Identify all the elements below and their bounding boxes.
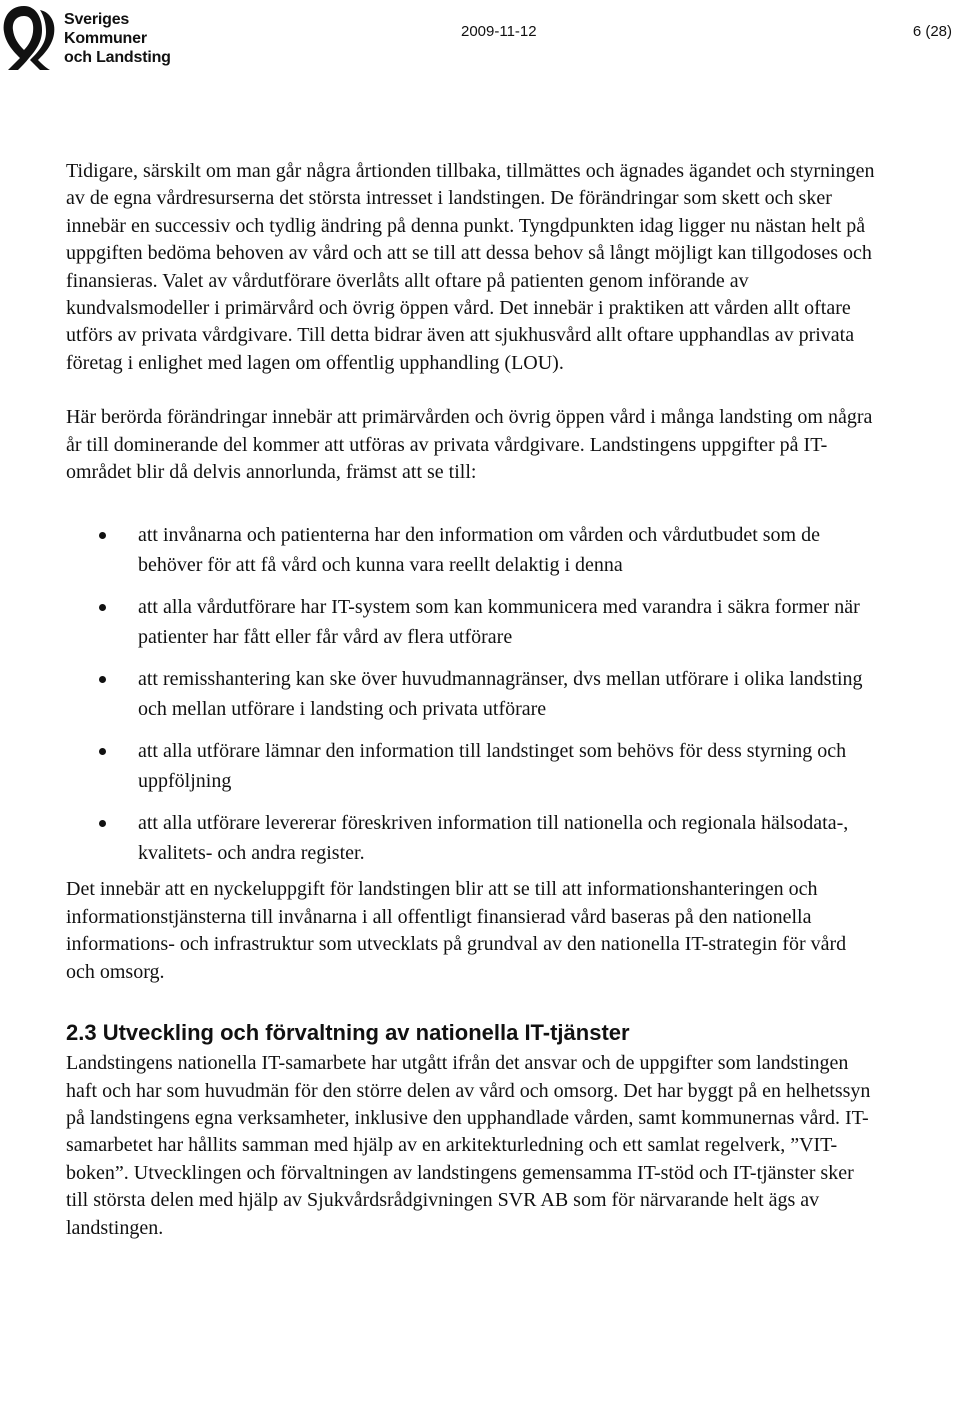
bullet-icon xyxy=(99,820,106,827)
document-date: 2009-11-12 xyxy=(461,23,537,40)
logo-line-3: och Landsting xyxy=(64,49,171,66)
page-header xyxy=(0,0,960,80)
list-item-text: att alla utförare lämnar den information till landstinget som behövs för dess styrning och uppföljning xyxy=(138,740,847,793)
bullet-icon xyxy=(99,532,106,539)
document-body xyxy=(66,158,878,1242)
paragraph: Tidigare, särskilt om man går några årtionden tillbaka, tillmättes och ägnades ägandet och styrningen av de egna vårdresurserna det största intresset i landstingen. De förändringar som skett och sker innebär en successiv och tydlig ändring på denna punkt. Tyngdpunkten idag ligger nu nästan helt på uppgiften bedöma behoven av vård och att se till att dessa behov så långt möjligt kan tillgodoses och finansieras. Valet av vårdutförare överlåts allt oftare på patienten genom införande av kundvalsmodeller i primärvård och övrig öppen vård. Det innebär i praktiken att vården allt oftare utförs av privata vårdgivare. Till detta bidrar även att sjukhusvård allt oftare upphandlas av privata företag i enlighet med lagen om offentlig upphandling (LOU). xyxy=(66,160,875,374)
logo-line-2: Kommuner xyxy=(64,30,147,47)
paragraph: Det innebär att en nyckeluppgift för landstingen blir att se till att informationshanteringen och informationstjänsterna till invånarna i all offentligt finansierad vård baseras på den nationella informations- och infrastruktur som utvecklats på grundval av den nationella IT-strategin för vård och omsorg. xyxy=(66,878,847,983)
bullet-list xyxy=(66,520,878,868)
bullet-icon xyxy=(99,604,106,611)
list-item xyxy=(66,664,878,724)
bullet-icon xyxy=(99,676,106,683)
list-item-text: att alla vårdutförare har IT-system som kan kommunicera med varandra i säkra former när patienter har fått eller får vård av flera utförare xyxy=(138,596,860,649)
skl-logo xyxy=(2,2,182,72)
list-item-text: att invånarna och patienterna har den information om vården och vårdutbudet som de behöver för att få vård och kunna vara reellt delaktig i denna xyxy=(138,524,820,577)
logo-wordmark xyxy=(64,10,171,67)
list-item xyxy=(66,736,878,796)
list-item xyxy=(66,592,878,652)
bullet-icon xyxy=(99,748,106,755)
logo-line-1: Sveriges xyxy=(64,11,130,28)
page-number: 6 (28) xyxy=(912,23,952,40)
list-item-text: att remisshantering kan ske över huvudmannagränser, dvs mellan utförare i olika landsting och mellan utförare i landsting och privata utförare xyxy=(138,668,863,721)
logo-emblem-icon xyxy=(2,2,58,72)
section-heading: 2.3 Utveckling och förvaltning av nationella IT-tjänster xyxy=(66,1020,630,1046)
list-item xyxy=(66,520,878,580)
paragraph: Landstingens nationella IT-samarbete har utgått ifrån det ansvar och de uppgifter som landstingen haft och har som huvudmän för den större delen av vård och omsorg. Det har byggt på en helhetssyn på landstingens egna verksamheter, inklusive den upphandlade vården, samt kommunernas vård. IT-samarbetet har hållits samman med hjälp av en arkitekturledning och ett samlat regelverk, ”VIT-boken”. Utvecklingen och förvaltningen av landstingens gemensamma IT-stöd och IT-tjänster sker till största delen med hjälp av Sjukvårdsrådgivningen SVR AB som för närvarande helt ägs av landstingen. xyxy=(66,1052,871,1239)
list-item xyxy=(66,808,878,868)
list-item-text: att alla utförare levererar föreskriven information till nationella och regionala hälsodata-, kvalitets- och andra register. xyxy=(138,812,849,865)
paragraph: Här berörda förändringar innebär att primärvården och övrig öppen vård i många landsting om några år till dominerande del kommer att utföras av privata vårdgivare. Landstingens uppgifter på IT-området blir då delvis annorlunda, främst att se till: xyxy=(66,406,873,484)
